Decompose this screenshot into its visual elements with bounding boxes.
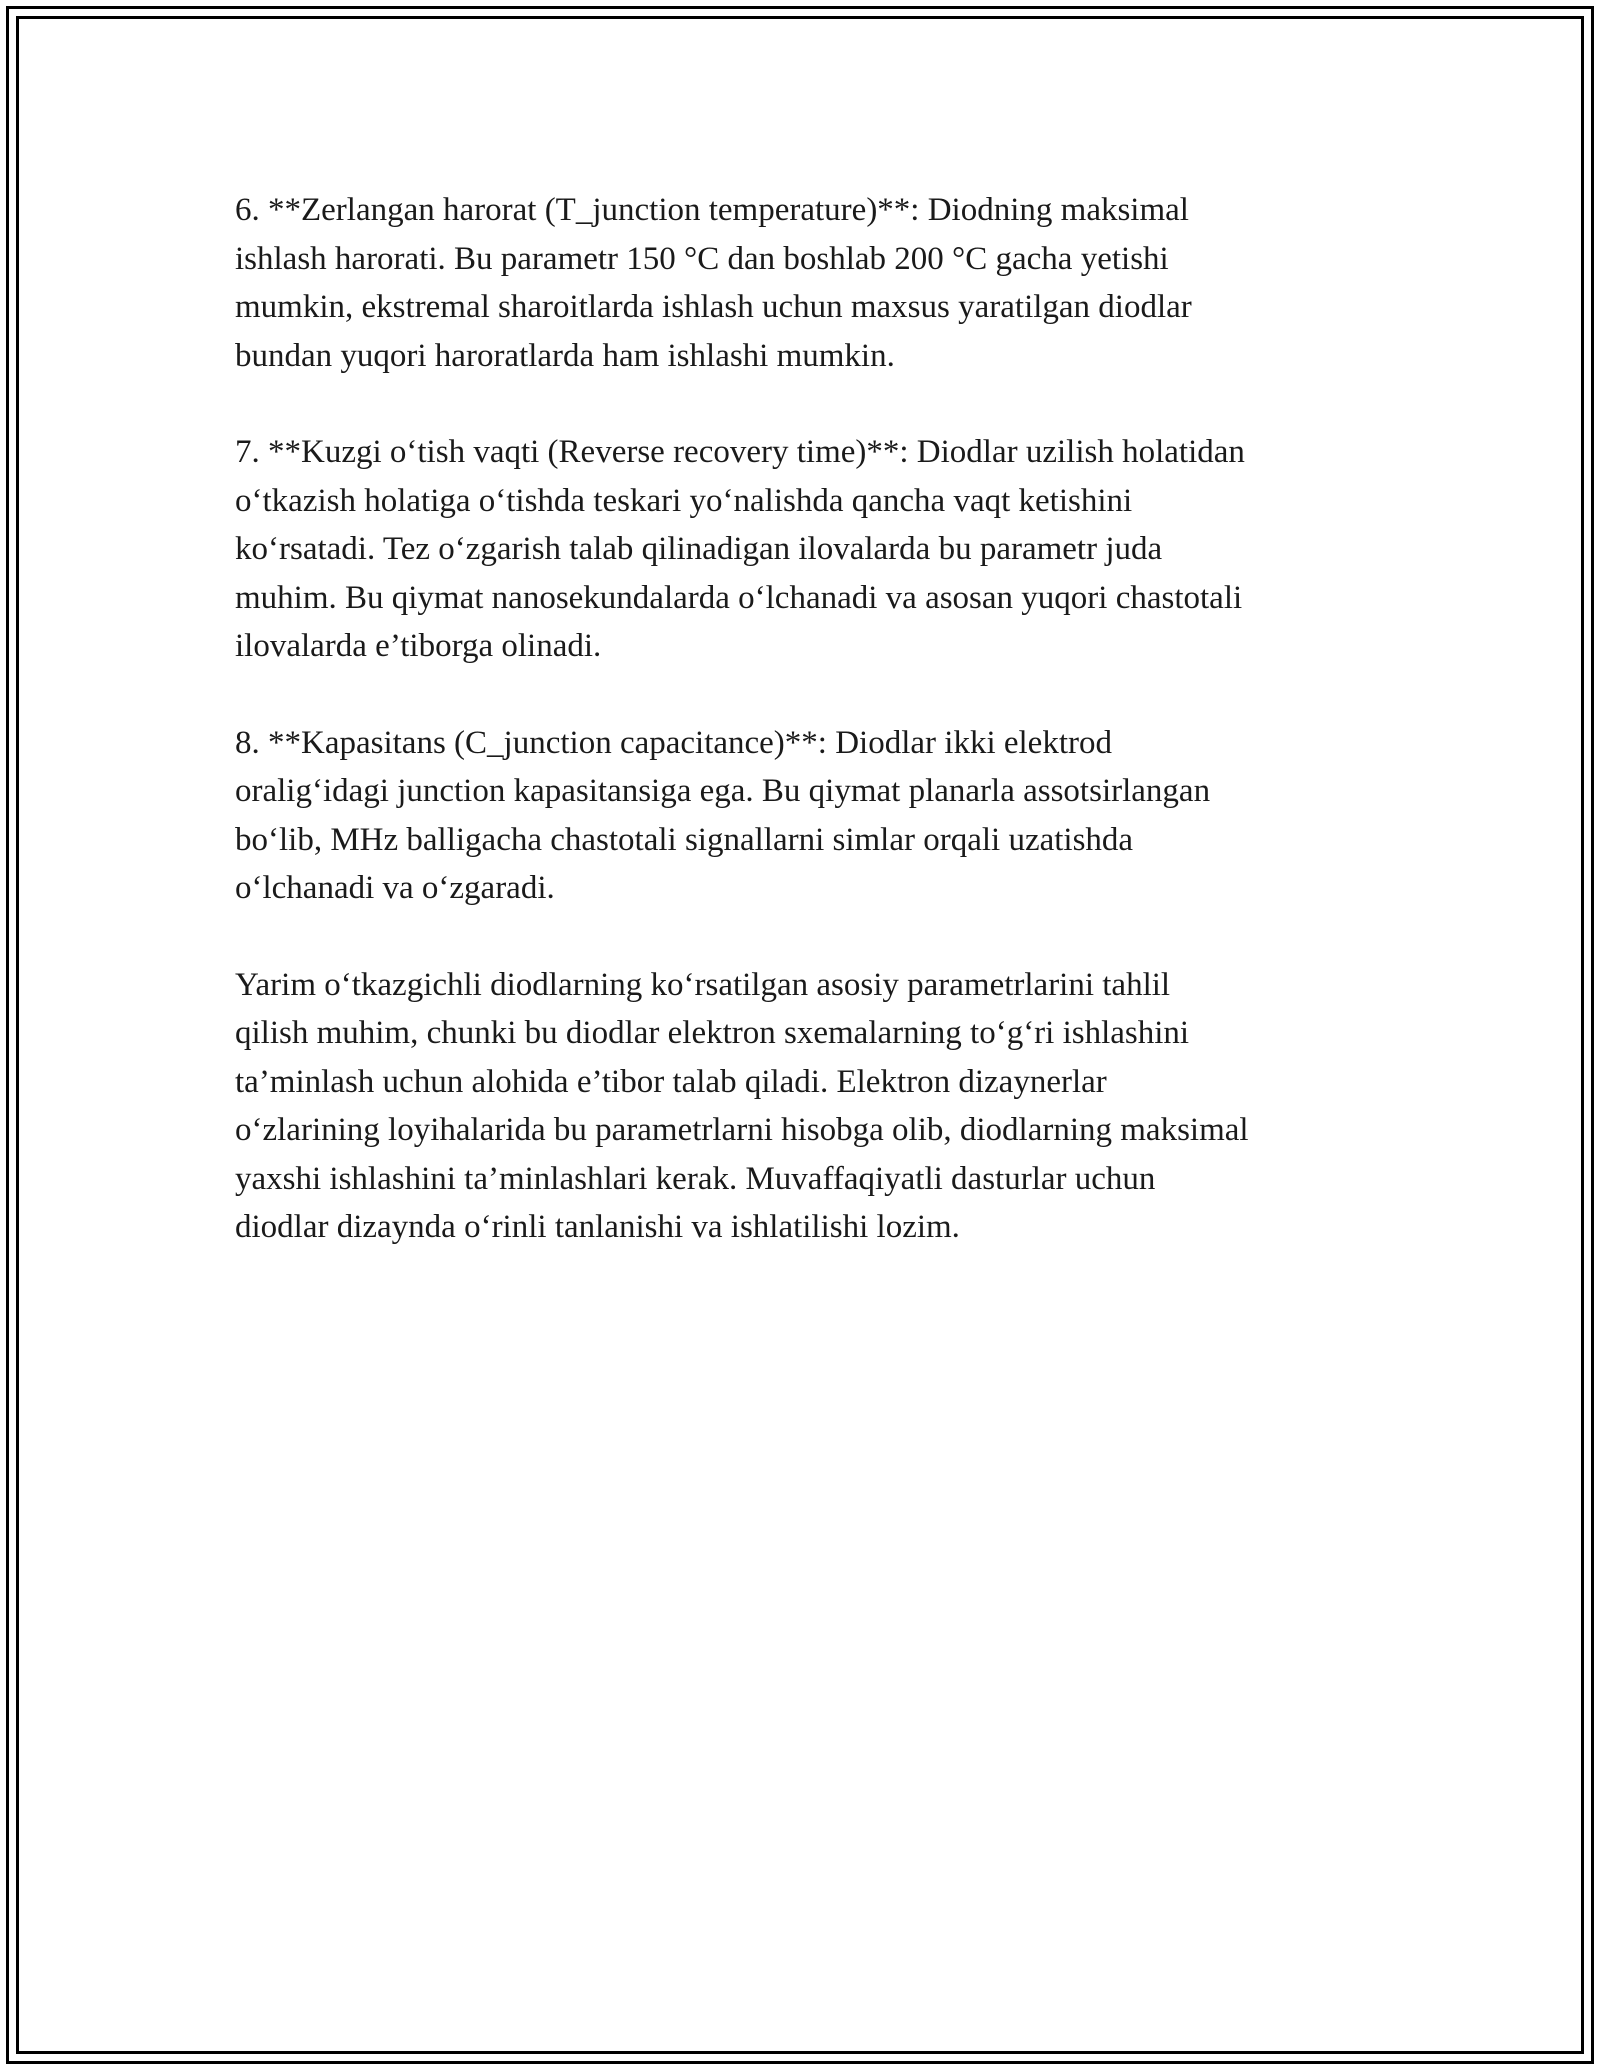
paragraph-junction-temperature: 6. **Zerlangan harorat (T_junction temperature)**: Diodning maksimal ishlash harorati. Bu parametr 150 °C dan boshlab 200 °C gacha yetishi mumkin, ekstremal sharoitlarda ishlash uchun maxsus yaratilgan diodlar bundan yuqori haroratlarda ham ishlashi mumkin. [235,192,1192,374]
paragraph-conclusion: Yarim o‘tkazgichli diodlarning ko‘rsatilgan asosiy parametrlarini tahlil qilish muhim, chunki bu diodlar elektron sxemalarning to‘g‘ri ishlashini ta’minlash uchun alohida e’tibor talab qiladi. Elektron dizaynerlar o‘zlarining loyihalarida bu parametrlarni hisobga olib, diodlarning maksimal yaxshi ishlashini ta’minlashlari kerak. Muvaffaqiyatli dasturlar uchun diodlar dizaynda o‘rinli tanlanishi va ishlatilishi lozim. [235,966,1249,1245]
paragraph-junction-capacitance: 8. **Kapasitans (C_junction capacitance)**: Diodlar ikki elektrod oralig‘idagi junction kapasitansiga ega. Bu qiymat planarla assotsirlangan bo‘lib, MHz balligacha chastotali signallarni simlar orqali uzatishda o‘lchanadi va o‘zgaradi. [235,724,1211,906]
document-body [235,186,1370,1300]
paragraph-reverse-recovery-time: 7. **Kuzgi o‘tish vaqti (Reverse recovery time)**: Diodlar uzilish holatidan o‘tkazish holatiga o‘tishda teskari yo‘nalishda qancha vaqt ketishini ko‘rsatadi. Tez o‘zgarish talab qilinadigan ilovalarda bu parametr juda muhim. Bu qiymat nanosekundalarda o‘lchanadi va asosan yuqori chastotali ilovalarda e’tiborga olinadi. [235,434,1245,664]
